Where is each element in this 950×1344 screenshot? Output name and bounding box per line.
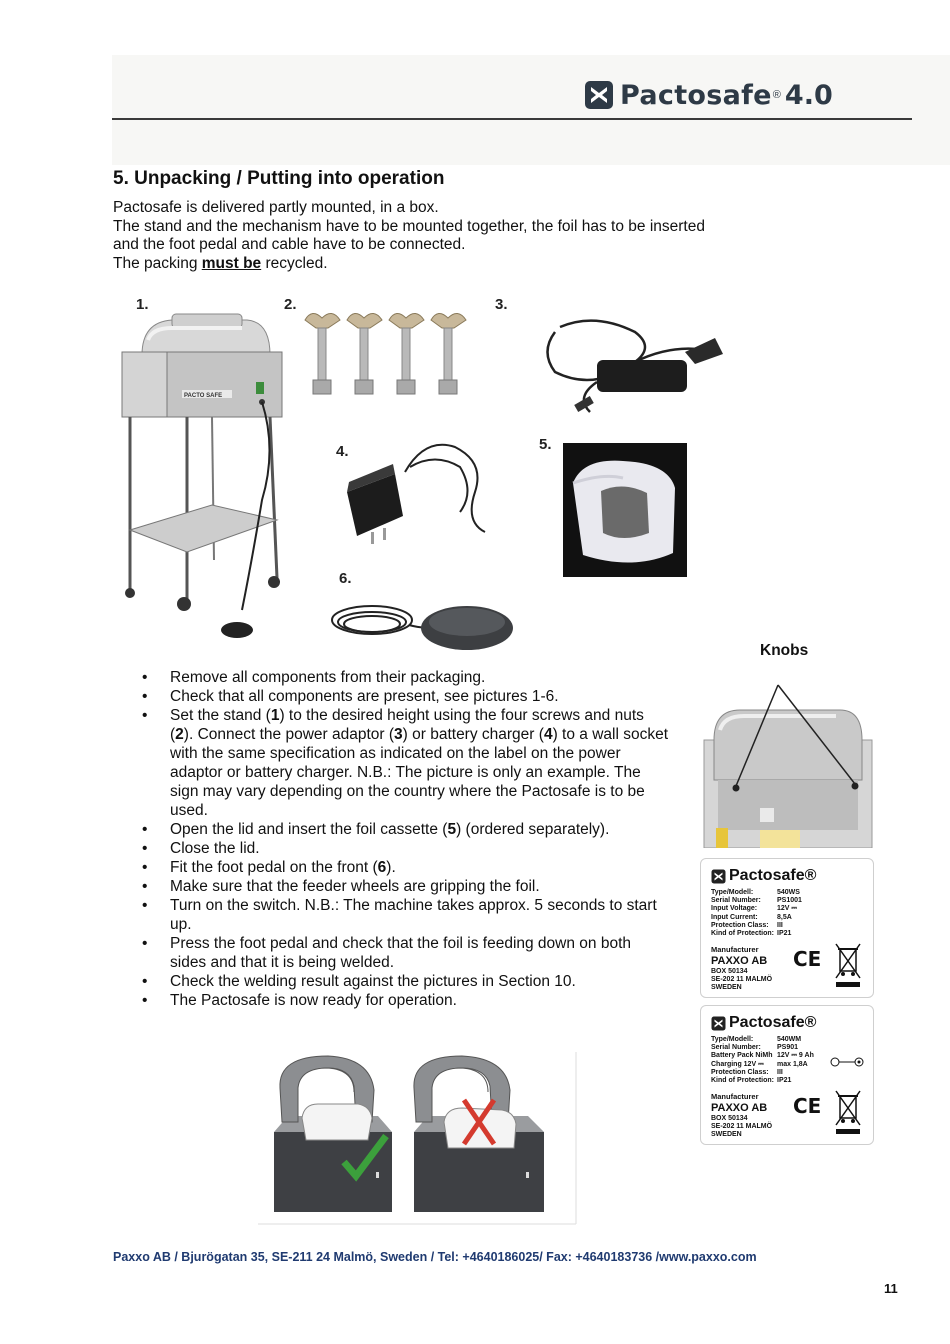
dc-polarity-icon bbox=[829, 1056, 867, 1068]
footer-contact: Paxxo AB / Bjurögatan 35, SE-211 24 Malmö, Sweden / Tel: +4640186025/ Fax: +4640183736 /www.paxxo.com bbox=[113, 1250, 757, 1264]
intro-must-be: must be bbox=[201, 254, 262, 272]
instruction-item-text: The Pactosafe is now ready for operation. bbox=[170, 992, 457, 1009]
rating-rows bbox=[711, 889, 802, 938]
rating-row bbox=[711, 905, 802, 913]
rating-brand-text: Pactosafe® bbox=[729, 1014, 817, 1031]
rating-label-brand bbox=[711, 867, 816, 885]
logo-version-text: 4.0 bbox=[784, 79, 833, 111]
ce-mark: CE bbox=[793, 947, 822, 971]
rating-value: max 1,8A bbox=[777, 1060, 808, 1068]
rating-value: III bbox=[777, 921, 783, 929]
instruction-item-text: ) to a wall socket with the same specification as indicated on the label on the power adaptor or battery charger. N.B.: The picture is only an example. The sign may vary depending on the country where the Pactosafe is to be used. bbox=[170, 726, 668, 819]
instruction-item bbox=[140, 706, 670, 820]
rating-address-line: BOX 50134 bbox=[711, 968, 748, 975]
rating-company: PAXXO AB bbox=[711, 1102, 768, 1114]
photo-label-2: 2. bbox=[284, 296, 297, 313]
intro-line-3-post: recycled. bbox=[261, 254, 328, 272]
knobs-photo bbox=[700, 680, 875, 848]
rating-row bbox=[711, 1061, 814, 1069]
pactosafe-logo bbox=[584, 78, 833, 112]
rating-key: Input Voltage: bbox=[711, 905, 758, 913]
incorrect-insertion bbox=[414, 1056, 544, 1212]
intro-line-2: The stand and the mechanism have to be mounted together, the foil has to be inserted and the foot pedal and cable have to be connected. bbox=[113, 217, 705, 253]
instruction-item bbox=[140, 820, 670, 839]
instruction-item-text: Check the welding result against the pictures in Section 10. bbox=[170, 973, 576, 990]
rating-value: 540WM bbox=[777, 1036, 802, 1043]
rating-address-line: SE-202 11 MALMÖ bbox=[711, 976, 773, 983]
rating-key: Charging 12V ⎓ bbox=[711, 1060, 764, 1068]
photo-label-1: 1. bbox=[136, 296, 149, 313]
rating-brand-text: Pactosafe® bbox=[729, 867, 817, 884]
cassette-insertion-diagram bbox=[258, 1052, 578, 1227]
intro-line-3-pre: The packing bbox=[113, 254, 202, 272]
rating-row bbox=[711, 930, 802, 938]
instruction-item-text: ) to the desired height using the four screws and nuts ( bbox=[170, 707, 644, 743]
logo-registered-mark: ® bbox=[772, 89, 781, 101]
instruction-item bbox=[140, 896, 670, 934]
instruction-item bbox=[140, 972, 670, 991]
stand-photo bbox=[112, 300, 292, 645]
rating-manufacturer-label: Manufacturer bbox=[711, 1092, 759, 1101]
instruction-item bbox=[140, 934, 670, 972]
rating-value: PS1001 bbox=[777, 897, 802, 905]
rating-row bbox=[711, 897, 802, 905]
rating-manufacturer-label: Manufacturer bbox=[711, 945, 759, 954]
wing-nut-screw-2 bbox=[347, 313, 382, 394]
stand-plate-text: PACTO SAFE bbox=[184, 393, 223, 399]
rating-row bbox=[711, 1036, 814, 1044]
rating-label-540wm bbox=[700, 1005, 874, 1145]
instruction-item-text: ) (ordered separately). bbox=[456, 821, 610, 838]
rating-key: Protection Class: bbox=[711, 1068, 769, 1076]
instruction-item-text: Open the lid and insert the foil cassette ( bbox=[170, 821, 448, 838]
rating-row bbox=[711, 922, 802, 930]
wing-nut-screw-1 bbox=[305, 313, 340, 394]
pactosafe-logo-mark-icon bbox=[711, 869, 726, 884]
rating-value: 8,5A bbox=[777, 913, 792, 921]
rating-key: Type/Modell: bbox=[711, 889, 754, 896]
photo-label-6: 6. bbox=[339, 570, 352, 587]
instruction-item-text: Remove all components from their packaging. bbox=[170, 669, 486, 686]
rating-key: Type/Modell: bbox=[711, 1036, 754, 1043]
intro-line-1: Pactosafe is delivered partly mounted, in a box. bbox=[113, 199, 439, 216]
instruction-item bbox=[140, 687, 670, 706]
instruction-item-text: ). Connect the power adaptor ( bbox=[183, 726, 395, 743]
rating-value: 12V ⎓ 9 Ah bbox=[777, 1052, 814, 1060]
instruction-item bbox=[140, 668, 670, 687]
instruction-item-ref: 5 bbox=[447, 821, 457, 838]
instruction-item-text: Turn on the switch. N.B.: The machine takes approx. 5 seconds to start up. bbox=[170, 897, 657, 933]
wing-nut-screw-4 bbox=[431, 313, 466, 394]
logo-brand-text: Pactosafe bbox=[620, 79, 772, 111]
rating-value: PS901 bbox=[777, 1044, 799, 1052]
instruction-item-text: Close the lid. bbox=[170, 840, 260, 857]
knobs-label: Knobs bbox=[760, 642, 809, 659]
photo-label-3: 3. bbox=[495, 296, 508, 313]
weee-bin-icon bbox=[833, 941, 863, 989]
instruction-item bbox=[140, 991, 670, 1010]
instruction-item-text: Check that all components are present, see pictures 1-6. bbox=[170, 688, 559, 705]
foot-pedal-photo bbox=[327, 580, 517, 660]
instruction-item-ref: 4 bbox=[543, 726, 553, 743]
rating-row bbox=[711, 1052, 814, 1060]
instruction-item-ref: 6 bbox=[377, 859, 387, 876]
correct-insertion bbox=[274, 1056, 392, 1212]
rating-value: IP21 bbox=[777, 1077, 792, 1085]
rating-value: 540WS bbox=[777, 889, 800, 896]
instruction-item-ref: 1 bbox=[270, 707, 280, 724]
rating-value: 12V ⎓ bbox=[777, 905, 797, 913]
rating-key: Kind of Protection: bbox=[711, 930, 774, 938]
photo-label-5: 5. bbox=[539, 436, 552, 453]
rating-rows bbox=[711, 1036, 814, 1085]
rating-company: PAXXO AB bbox=[711, 955, 768, 967]
header-rule bbox=[112, 118, 912, 120]
instruction-item-ref: 3 bbox=[394, 726, 403, 743]
photo-label-4: 4. bbox=[336, 443, 349, 460]
rating-key: Kind of Protection: bbox=[711, 1077, 774, 1085]
rating-address bbox=[711, 968, 772, 992]
rating-key: Serial Number: bbox=[711, 897, 761, 905]
rating-row bbox=[711, 1044, 814, 1052]
instruction-item bbox=[140, 839, 670, 858]
rating-value: IP21 bbox=[777, 930, 792, 938]
rating-key: Input Current: bbox=[711, 913, 758, 921]
rating-label-540ws bbox=[700, 858, 874, 998]
instruction-item-text: Fit the foot pedal on the front ( bbox=[170, 859, 378, 876]
instruction-item-text: Make sure that the feeder wheels are gripping the foil. bbox=[170, 878, 540, 895]
instruction-item-text: Press the foot pedal and check that the foil is feeding down on both sides and that it is being welded. bbox=[170, 935, 632, 971]
intro-paragraph bbox=[113, 199, 713, 273]
foil-cassette-shape bbox=[563, 443, 687, 577]
wing-nut-screw-3 bbox=[389, 313, 424, 394]
intro-line-3 bbox=[113, 255, 713, 274]
battery-charger-photo bbox=[335, 432, 495, 552]
instruction-item-ref: 2 bbox=[175, 726, 184, 743]
rating-label-brand bbox=[711, 1014, 816, 1032]
weee-bin-icon bbox=[833, 1088, 863, 1136]
rating-address-line: SWEDEN bbox=[711, 1131, 742, 1138]
pactosafe-logo-mark-icon bbox=[584, 80, 614, 110]
ce-mark: CE bbox=[793, 1094, 822, 1118]
rating-address bbox=[711, 1115, 772, 1139]
instruction-item bbox=[140, 877, 670, 896]
rating-key: Battery Pack NiMh bbox=[711, 1052, 773, 1060]
rating-address-line: SE-202 11 MALMÖ bbox=[711, 1123, 773, 1130]
rating-row bbox=[711, 1077, 814, 1085]
rating-key: Serial Number: bbox=[711, 1044, 761, 1052]
rating-key: Protection Class: bbox=[711, 921, 769, 929]
rating-address-line: SWEDEN bbox=[711, 984, 742, 991]
page-number: 11 bbox=[884, 1281, 898, 1296]
instruction-item-text: Set the stand ( bbox=[170, 707, 271, 724]
instruction-item-text: ). bbox=[386, 859, 396, 876]
foil-cassette-photo bbox=[563, 443, 687, 577]
power-adaptor-photo bbox=[535, 302, 730, 422]
section-title: 5. Unpacking / Putting into operation bbox=[113, 168, 445, 189]
rating-row bbox=[711, 1069, 814, 1077]
instruction-item-text: ) or battery charger ( bbox=[402, 726, 544, 743]
rating-row bbox=[711, 914, 802, 922]
rating-address-line: BOX 50134 bbox=[711, 1115, 748, 1122]
instruction-list bbox=[140, 668, 670, 1010]
pactosafe-logo-mark-icon bbox=[711, 1016, 726, 1031]
rating-value: III bbox=[777, 1068, 783, 1076]
screws-photo bbox=[300, 306, 470, 402]
rating-row bbox=[711, 889, 802, 897]
instruction-item bbox=[140, 858, 670, 877]
